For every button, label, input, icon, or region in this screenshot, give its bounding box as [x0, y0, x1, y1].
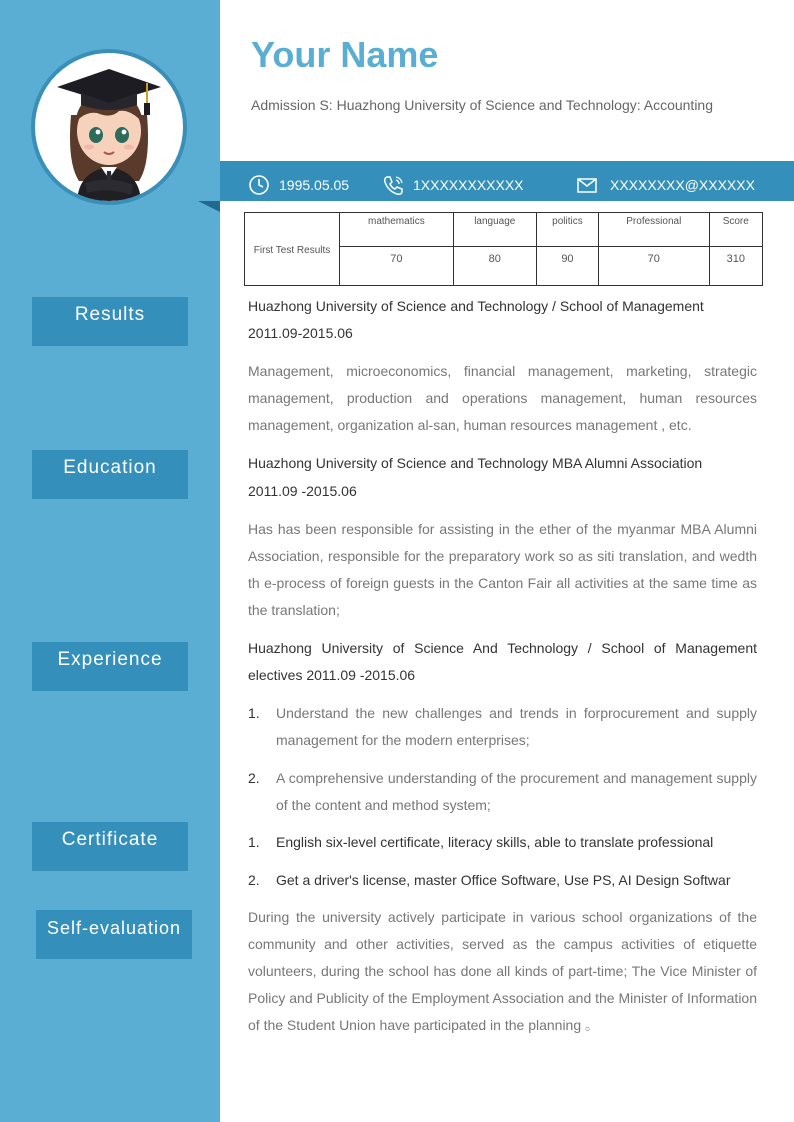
list-item: [248, 829, 757, 856]
list-item: [248, 867, 757, 894]
sidebar: [0, 0, 220, 1122]
ribbon-fold: [198, 201, 220, 212]
electives-title: Huazhong University of Science And Technology / School of Management electives 2011.09 -2015.06: [248, 640, 757, 683]
results-value-cell: 70: [340, 247, 454, 286]
subtitle: Admission S: Huazhong University of Science and Technology: Accounting: [251, 97, 714, 113]
experience-description: Has has been responsible for assisting in the ether of the myanmar MBA Alumni Association, responsible for the preparatory work so as siti translation, and wedth th e-process of foreign guests in the Canton Fair all activities at the same time as the translation;: [248, 521, 757, 618]
list-item-text: English six-level certificate, literacy skills, able to translate professional: [276, 834, 714, 850]
section-label-results: Results: [32, 297, 188, 346]
results-header-cell: mathematics: [340, 213, 454, 247]
list-item: [248, 765, 757, 819]
section-label-education: Education: [32, 450, 188, 499]
results-header-cell: Score: [709, 213, 762, 247]
list-item-text: Get a driver's license, master Office Software, Use PS, AI Design Softwar: [276, 872, 731, 888]
section-label-self-evaluation: Self-evaluation: [36, 910, 192, 959]
graduate-avatar-illustration: [35, 53, 183, 201]
section-label-experience: Experience: [32, 642, 188, 691]
results-row-label: First Test Results: [245, 213, 340, 286]
electives-list: [248, 700, 757, 819]
avatar: [31, 49, 187, 205]
list-item-number: 2.: [248, 872, 260, 888]
list-item-number: 1.: [248, 705, 260, 721]
phone-icon: [382, 174, 404, 196]
results-value-cell: 90: [536, 247, 598, 286]
list-item: [248, 700, 757, 754]
contact-bar: [220, 161, 794, 201]
results-header-cell: Professional: [599, 213, 709, 247]
mail-icon: [576, 174, 598, 196]
results-header-cell: language: [453, 213, 536, 247]
education-courses: Management, microeconomics, financial management, marketing, strategic management, production and operations management, human resources management, organization al-san, human resources management , etc.: [248, 363, 757, 433]
certificate-list: [248, 829, 757, 894]
experience-org: Huazhong University of Science and Technology MBA Alumni Association: [248, 455, 703, 471]
results-table: [244, 212, 763, 286]
self-evaluation-text: During the university actively participate in various school organizations of the community and other activities, served as the campus activities of etiquette volunteers, during the school has done all kinds of part-time; The Vice Minister of Policy and Publicity of the Employment Association and the Minister of Information of the Student Union have participated in the planning 。: [248, 909, 757, 1033]
results-header-cell: politics: [536, 213, 598, 247]
clock-icon: [248, 174, 270, 196]
section-label-certificate: Certificate: [32, 822, 188, 871]
list-item-text: A comprehensive understanding of the procurement and management supply of the content and method system;: [276, 770, 757, 813]
education-dates: 2011.09-2015.06: [248, 325, 353, 341]
phone-text: 1XXXXXXXXXXX: [413, 177, 524, 193]
results-value-cell: 310: [709, 247, 762, 286]
list-item-text: Understand the new challenges and trends in forprocurement and supply management for the modern enterprises;: [276, 705, 757, 748]
list-item-number: 1.: [248, 834, 260, 850]
list-item-number: 2.: [248, 770, 260, 786]
email-text: XXXXXXXX@XXXXXX: [610, 177, 755, 193]
birthdate-text: 1995.05.05: [279, 177, 350, 193]
results-value-cell: 80: [453, 247, 536, 286]
experience-dates: 2011.09 -2015.06: [248, 483, 357, 499]
results-value-cell: 70: [599, 247, 709, 286]
education-school: Huazhong University of Science and Technology / School of Management: [248, 298, 704, 314]
page-title: Your Name: [251, 34, 439, 75]
